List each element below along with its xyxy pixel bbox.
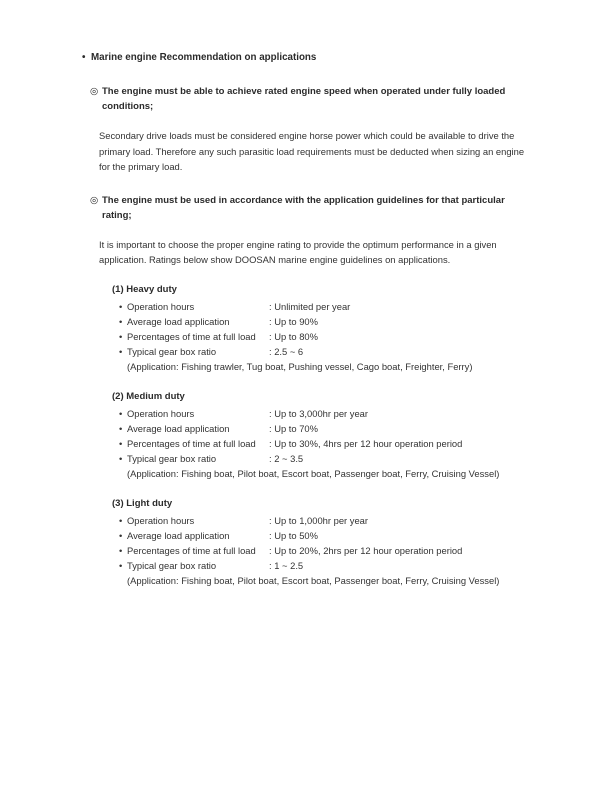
section-heading (90, 193, 528, 223)
duty-item-average-load (119, 528, 528, 543)
bullet-marker: • (119, 330, 123, 342)
duty-item-value: : Up to 50% (269, 529, 318, 541)
bullet-marker: • (119, 544, 123, 556)
duty-item-operation-hours (119, 513, 528, 528)
duty-block-light (82, 498, 528, 588)
bullet-marker: • (119, 422, 123, 434)
duty-item-value: : Up to 3,000hr per year (269, 407, 369, 419)
bullet-marker: • (119, 300, 123, 312)
page-title (82, 52, 528, 64)
duty-item-value: : Up to 70% (269, 422, 318, 434)
duty-item-label: Operation hours (127, 300, 195, 312)
duty-item-value: : Up to 30%, 4hrs per 12 hour operation period (269, 437, 463, 449)
section-body-text: Secondary drive loads must be considered engine horse power which could be available to drive the primary load. Therefore any such parasitic load requirements must be deducted when sizing an engine for the primary load. (99, 130, 525, 172)
duty-item-full-load-time (119, 543, 528, 558)
bullseye-marker: ◎ (90, 194, 99, 206)
duty-item-label: Typical gear box ratio (127, 345, 217, 357)
section-heading-text: The engine must be used in accordance with the application guidelines for that particular rating; (102, 194, 505, 221)
application-note: (Application: Fishing boat, Pilot boat, Escort boat, Passenger boat, Ferry, Cruising Vessel) (127, 574, 500, 586)
duty-item-label: Percentages of time at full load (127, 330, 256, 342)
duty-item-operation-hours (119, 299, 528, 314)
duty-item-gear-box-ratio (119, 451, 528, 466)
bullet-marker: • (82, 52, 86, 63)
duty-item-value: : 1 ~ 2.5 (269, 559, 304, 571)
bullet-marker: • (119, 514, 123, 526)
duty-item-label: Operation hours (127, 514, 195, 526)
guideline-section-1 (82, 84, 528, 175)
duty-item-value: : Unlimited per year (269, 300, 351, 312)
duty-item-value: : Up to 20%, 2hrs per 12 hour operation period (269, 544, 463, 556)
duty-heading: (1) Heavy duty (112, 283, 177, 295)
bullet-marker: • (119, 452, 123, 464)
duty-item-label: Average load application (127, 529, 230, 541)
duty-item-label: Operation hours (127, 407, 195, 419)
bullet-marker: • (119, 345, 123, 357)
section-heading-text: The engine must be able to achieve rated engine speed when operated under fully loaded conditions; (102, 86, 506, 112)
duty-item-label: Percentages of time at full load (127, 437, 256, 449)
duty-item-average-load (119, 421, 528, 436)
duty-item-value: : Up to 1,000hr per year (269, 514, 369, 526)
application-note: (Application: Fishing boat, Pilot boat, Escort boat, Passenger boat, Ferry, Cruising Vessel) (127, 467, 500, 479)
bullet-marker: • (119, 529, 123, 541)
page-title-text: Marine engine Recommendation on applications (91, 52, 317, 63)
duty-heading: (3) Light duty (112, 497, 173, 509)
duty-block-heavy (82, 284, 528, 374)
bullet-marker: • (119, 559, 123, 571)
duty-item-value: : Up to 90% (269, 315, 318, 327)
section-body-text: It is important to choose the proper engine rating to provide the optimum performance in a given application. Ratings below show DOOSAN marine engine guidelines on applications. (99, 238, 497, 265)
duty-item-value: : 2.5 ~ 6 (269, 345, 304, 357)
duty-item-gear-box-ratio (119, 344, 528, 359)
duty-item-label: Percentages of time at full load (127, 544, 256, 556)
bullet-marker: • (119, 437, 123, 449)
duty-heading: (2) Medium duty (112, 390, 185, 402)
duty-item-value: : Up to 80% (269, 330, 318, 342)
duty-item-gear-box-ratio (119, 558, 528, 573)
duty-item-average-load (119, 314, 528, 329)
bullet-marker: • (119, 315, 123, 327)
duty-item-label: Typical gear box ratio (127, 559, 217, 571)
application-note: (Application: Fishing trawler, Tug boat, Pushing vessel, Cago boat, Freighter, Ferry) (127, 360, 473, 372)
section-heading (90, 84, 528, 114)
duty-block-medium (82, 391, 528, 481)
duty-item-operation-hours (119, 406, 528, 421)
duty-item-full-load-time (119, 436, 528, 451)
duty-item-value: : 2 ~ 3.5 (269, 452, 304, 464)
bullseye-marker: ◎ (90, 86, 99, 97)
guideline-section-2 (82, 193, 528, 268)
bullet-marker: • (119, 407, 123, 419)
duty-item-label: Average load application (127, 315, 230, 327)
duty-item-label: Typical gear box ratio (127, 452, 217, 464)
duty-item-full-load-time (119, 329, 528, 344)
duty-item-label: Average load application (127, 422, 230, 434)
